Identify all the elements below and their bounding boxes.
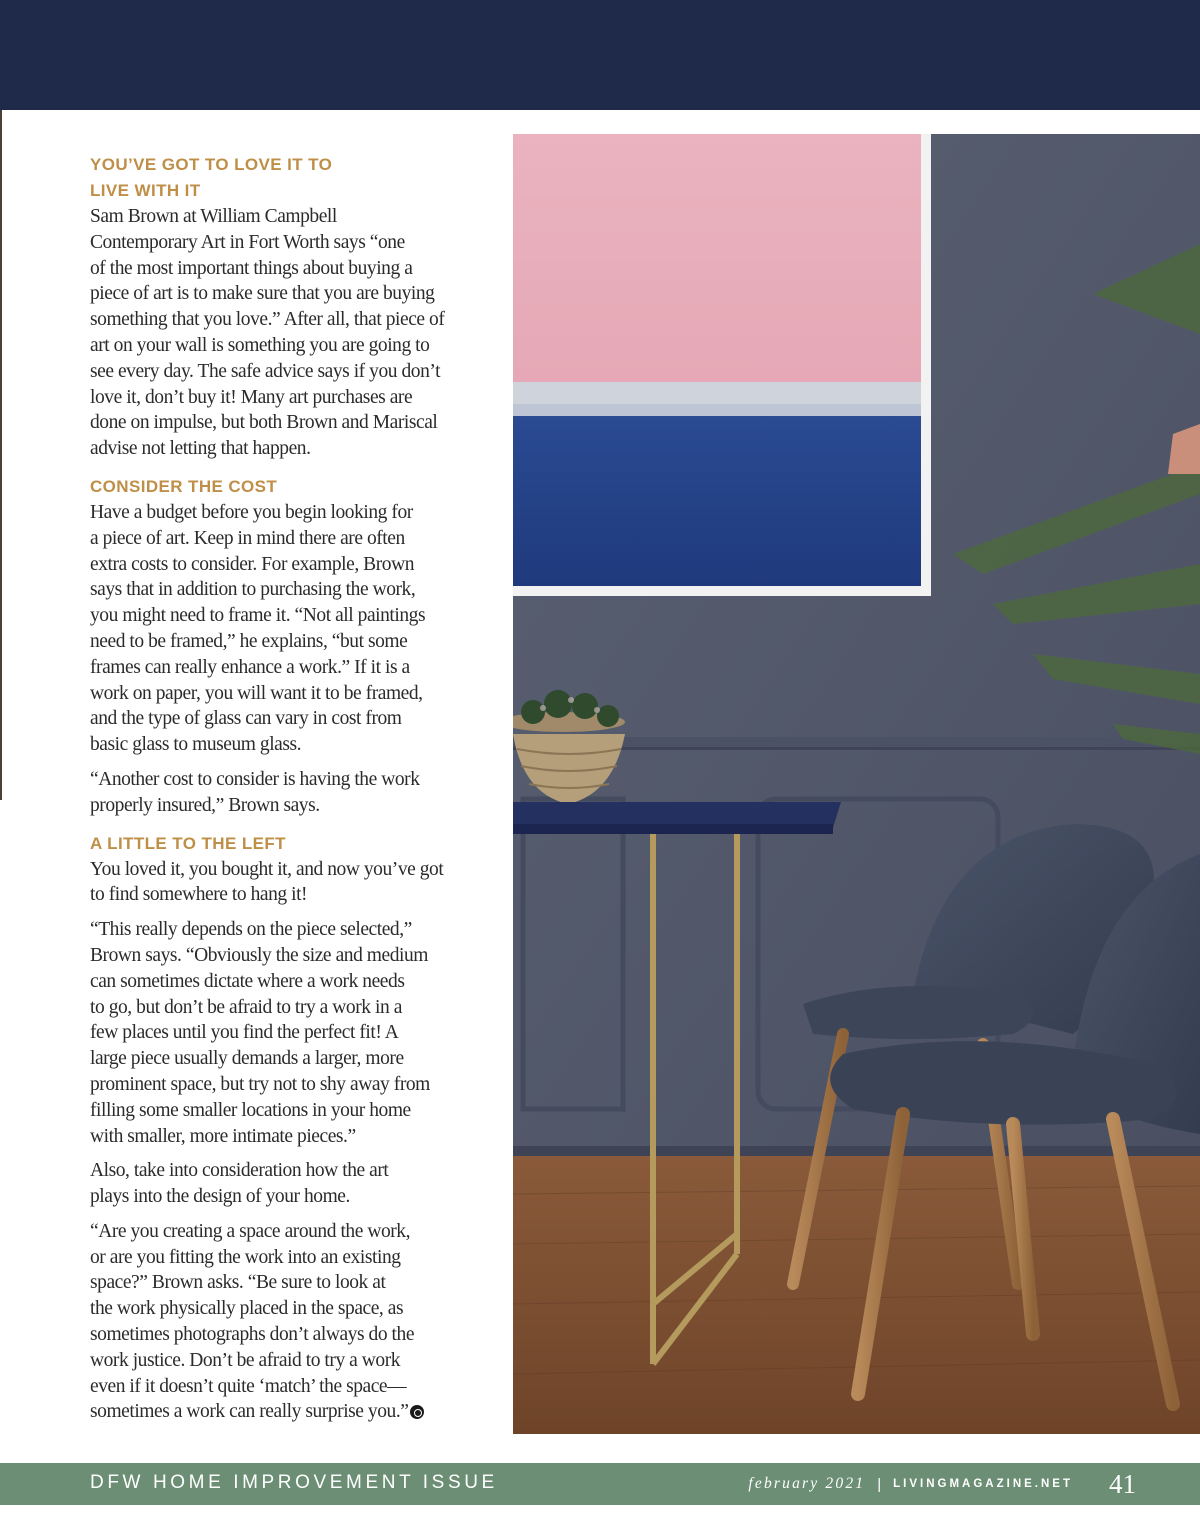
body-line [90, 1072, 470, 1098]
body-line-text: Have a budget before you begin looking for [90, 501, 413, 523]
body-line-text: sometimes photographs don’t always do the [90, 1324, 415, 1346]
body-line-text: few places until you find the perfect fit! A [90, 1022, 399, 1044]
body-line [90, 882, 470, 908]
body-line-text: something that you love.” After all, that piece of [90, 309, 445, 331]
dining-room-illustration [513, 134, 1200, 1434]
body-line [90, 1158, 470, 1184]
body-line [90, 1322, 470, 1348]
body-line [90, 969, 470, 995]
body-line-text: Sam Brown at William Campbell [90, 206, 337, 227]
body-line-text: filling some smaller locations in your home [90, 1099, 411, 1121]
body-line-text: prominent space, but try not to shy away from [90, 1073, 430, 1095]
body-line-text: extra costs to consider. For example, Brown [90, 553, 414, 575]
body-line-text: “Are you creating a space around the work, [90, 1220, 411, 1242]
body-line-text: work on paper, you will want it to be framed, [90, 682, 423, 704]
body-line [90, 436, 470, 462]
body-line-text: basic glass to museum glass. [90, 734, 302, 756]
body-line [90, 1124, 470, 1150]
body-line-text: says that in addition to purchasing the work, [90, 579, 416, 601]
body-line-text: “This really depends on the piece selected,” [90, 919, 412, 941]
body-line-text: even if it doesn’t quite ‘match’ the space— [90, 1375, 407, 1397]
body-line-text: art on your wall is something you are going to [90, 334, 430, 356]
body-line [90, 857, 470, 883]
body-paragraph [90, 767, 470, 819]
body-line [90, 526, 470, 552]
body-line [90, 1348, 470, 1374]
body-line-text: a piece of art. Keep in mind there are often [90, 527, 405, 549]
footer-website[interactable]: LIVINGMAGAZINE.NET [893, 1478, 1073, 1490]
body-line [90, 943, 470, 969]
body-line-text: “Another cost to consider is having the work [90, 768, 420, 790]
body-line [90, 793, 470, 819]
section-heading [90, 831, 470, 857]
body-line-text: piece of art is to make sure that you are buying [90, 283, 435, 305]
body-line [90, 1374, 470, 1400]
body-paragraph [90, 1158, 470, 1210]
body-line [90, 706, 470, 732]
body-line-text: the work physically placed in the space, as [90, 1298, 404, 1320]
body-line-text: Contemporary Art in Fort Worth says “one [90, 231, 405, 253]
body-line [90, 995, 470, 1021]
body-line [90, 204, 470, 230]
top-color-band [0, 0, 1200, 110]
body-line-text: with smaller, more intimate pieces.” [90, 1125, 356, 1147]
body-paragraph [90, 1219, 470, 1425]
body-line [90, 359, 470, 385]
article-column [90, 152, 470, 1425]
body-line-text: and the type of glass can vary in cost from [90, 708, 402, 730]
body-line-text: sometimes a work can really surprise you.” [90, 1401, 409, 1423]
body-line [90, 732, 470, 758]
body-line [90, 767, 470, 793]
body-line [90, 333, 470, 359]
dining-room-photo [513, 134, 1200, 1434]
end-of-article-icon [410, 1405, 424, 1419]
body-line-text: Also, take into consideration how the art [90, 1160, 389, 1182]
body-paragraph [90, 204, 470, 462]
footer-issue-title: DFW HOME IMPROVEMENT ISSUE [90, 1472, 498, 1493]
page-footer [0, 1463, 1200, 1505]
section-heading-line: YOU’VE GOT TO LOVE IT TO [90, 155, 333, 174]
section-heading-line: A LITTLE TO THE LEFT [90, 833, 286, 853]
page-number: 41 [1109, 1468, 1136, 1499]
body-line-text: done on impulse, but both Brown and Mariscal [90, 412, 438, 434]
body-paragraph [90, 500, 470, 758]
body-line [90, 410, 470, 436]
body-line [90, 307, 470, 333]
body-line [90, 603, 470, 629]
body-line-text: you might need to frame it. “Not all paintings [90, 605, 426, 627]
body-paragraph [90, 917, 470, 1149]
body-line [90, 1184, 470, 1210]
body-line-text: or are you fitting the work into an existing [90, 1246, 401, 1268]
body-line [90, 1296, 470, 1322]
body-line-text: You loved it, you bought it, and now you’ve got [90, 858, 444, 880]
body-line [90, 681, 470, 707]
body-line [90, 629, 470, 655]
body-line-text: large piece usually demands a larger, more [90, 1048, 404, 1070]
body-line [90, 1399, 470, 1425]
body-line [90, 655, 470, 681]
body-line [90, 1219, 470, 1245]
body-line [90, 1020, 470, 1046]
body-line [90, 281, 470, 307]
body-line-text: see every day. The safe advice says if you don’t [90, 360, 441, 382]
footer-meta [748, 1467, 1136, 1501]
body-line [90, 917, 470, 943]
body-line [90, 230, 470, 256]
body-line [90, 256, 470, 282]
body-line [90, 385, 470, 411]
body-line [90, 1245, 470, 1271]
body-line [90, 500, 470, 526]
body-line-text: frames can really enhance a work.” If it is a [90, 656, 410, 678]
section-heading [90, 152, 470, 204]
footer-separator: | [877, 1475, 882, 1493]
body-line-text: to find somewhere to hang it! [90, 884, 308, 906]
body-line-text: properly insured,” Brown says. [90, 794, 320, 816]
body-line [90, 552, 470, 578]
body-line-text: of the most important things about buying a [90, 257, 413, 279]
body-line-text: can sometimes dictate where a work needs [90, 970, 405, 992]
body-line-text: need to be framed,” he explains, “but some [90, 630, 408, 652]
body-line-text: space?” Brown asks. “Be sure to look at [90, 1272, 386, 1294]
footer-date: february 2021 [748, 1475, 866, 1492]
body-line-text: plays into the design of your home. [90, 1186, 350, 1208]
left-edge-rule [0, 110, 2, 800]
body-line-text: work justice. Don’t be afraid to try a work [90, 1349, 401, 1371]
body-paragraph [90, 857, 470, 909]
body-line-text: advise not letting that happen. [90, 438, 311, 460]
body-line-text: love it, don’t buy it! Many art purchases are [90, 386, 413, 408]
body-line [90, 1046, 470, 1072]
body-line-text: to go, but don’t be afraid to try a work in a [90, 996, 402, 1018]
body-line [90, 1270, 470, 1296]
section-heading-line: LIVE WITH IT [90, 181, 201, 200]
body-line [90, 577, 470, 603]
body-line [90, 1098, 470, 1124]
section-heading [90, 474, 470, 500]
body-line-text: Brown says. “Obviously the size and medium [90, 944, 429, 966]
section-heading-line: CONSIDER THE COST [90, 476, 278, 496]
